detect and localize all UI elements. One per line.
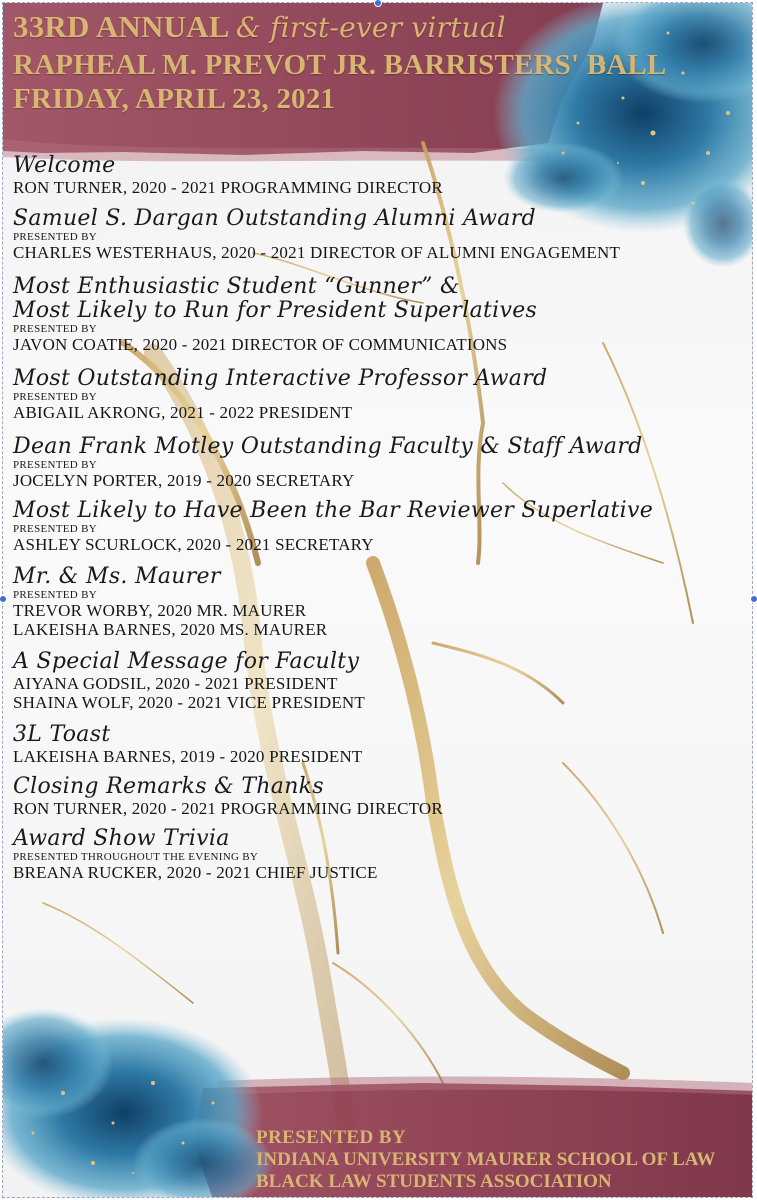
presented-by-label: PRESENTED BY [13,523,97,535]
program-item-title: Most Outstanding Interactive Professor Award [13,366,548,391]
program-item-title: Most Likely to Run for President Superlatives [13,298,538,323]
program-item-title: Award Show Trivia [13,826,230,851]
program-item [13,275,743,354]
presenter-name: LAKEISHA BARNES, 2020 MS. MAURER [13,620,328,639]
program-item-title: Closing Remarks & Thanks [13,774,324,799]
program-item [13,775,743,818]
program-item-title: Samuel S. Dargan Outstanding Alumni Award [13,206,536,231]
event-edition-caps: 33RD ANNUAL [13,9,228,44]
footer-organization: BLACK LAW STUDENTS ASSOCIATION [256,1171,612,1192]
presenter-name: SHAINA WOLF, 2020 - 2021 VICE PRESIDENT [13,693,365,712]
event-title: RAPHEAL M. PREVOT JR. BARRISTERS' BALL [13,49,667,81]
presenter-name: RON TURNER, 2020 - 2021 PROGRAMMING DIRECTOR [13,178,443,197]
program-item [13,435,743,490]
program-flyer [2,2,753,1198]
program-item [13,650,743,712]
program-item [13,565,743,639]
program-item-title: Mr. & Ms. Maurer [13,564,221,589]
program-item [13,499,743,554]
presented-by-label: PRESENTED BY [13,459,97,471]
presenter-name: ABIGAIL AKRONG, 2021 - 2022 PRESIDENT [13,403,353,422]
presented-by-label: PRESENTED THROUGHOUT THE EVENING BY [13,851,259,863]
presenter-name: CHARLES WESTERHAUS, 2020 - 2021 DIRECTOR OF ALUMNI ENGAGEMENT [13,243,621,262]
presenter-name: JAVON COATIE, 2020 - 2021 DIRECTOR OF COMMUNICATIONS [13,335,508,354]
presenter-name: ASHLEY SCURLOCK, 2020 - 2021 SECRETARY [13,535,374,554]
presenter-name: AIYANA GODSIL, 2020 - 2021 PRESIDENT [13,674,338,693]
presenter-name: LAKEISHA BARNES, 2019 - 2020 PRESIDENT [13,747,363,766]
program-item [13,154,743,197]
program-item-title: Most Enthusiastic Student “Gunner” & [13,274,460,299]
program-item-title: Most Likely to Have Been the Bar Reviewer Superlative [13,498,654,523]
event-edition-heading [13,9,506,45]
presenter-name: RON TURNER, 2020 - 2021 PROGRAMMING DIRECTOR [13,799,443,818]
program-item-title: Welcome [13,153,116,178]
program-item-title: Dean Frank Motley Outstanding Faculty & Staff Award [13,434,643,459]
program-item-title: 3L Toast [13,722,111,747]
footer-school: INDIANA UNIVERSITY MAURER SCHOOL OF LAW [256,1149,716,1170]
presenter-name: BREANA RUCKER, 2020 - 2021 CHIEF JUSTICE [13,863,378,882]
footer-presented-by: PRESENTED BY [256,1127,406,1148]
event-date: FRIDAY, APRIL 23, 2021 [13,83,336,115]
program-item [13,827,743,882]
presenter-footer [256,1127,715,1193]
program-item [13,207,743,262]
program-item-title: A Special Message for Faculty [13,649,360,674]
presented-by-label: PRESENTED BY [13,231,97,243]
presenter-name: JOCELYN PORTER, 2019 - 2020 SECRETARY [13,471,355,490]
presented-by-label: PRESENTED BY [13,323,97,335]
selection-handle-right[interactable] [750,595,757,603]
presenter-name: TREVOR WORBY, 2020 MR. MAURER [13,601,307,620]
event-edition-script: & first-ever virtual [235,11,506,44]
program-item [13,723,743,766]
program-item [13,367,743,422]
program-list [13,154,743,882]
presented-by-label: PRESENTED BY [13,589,97,601]
presented-by-label: PRESENTED BY [13,391,97,403]
